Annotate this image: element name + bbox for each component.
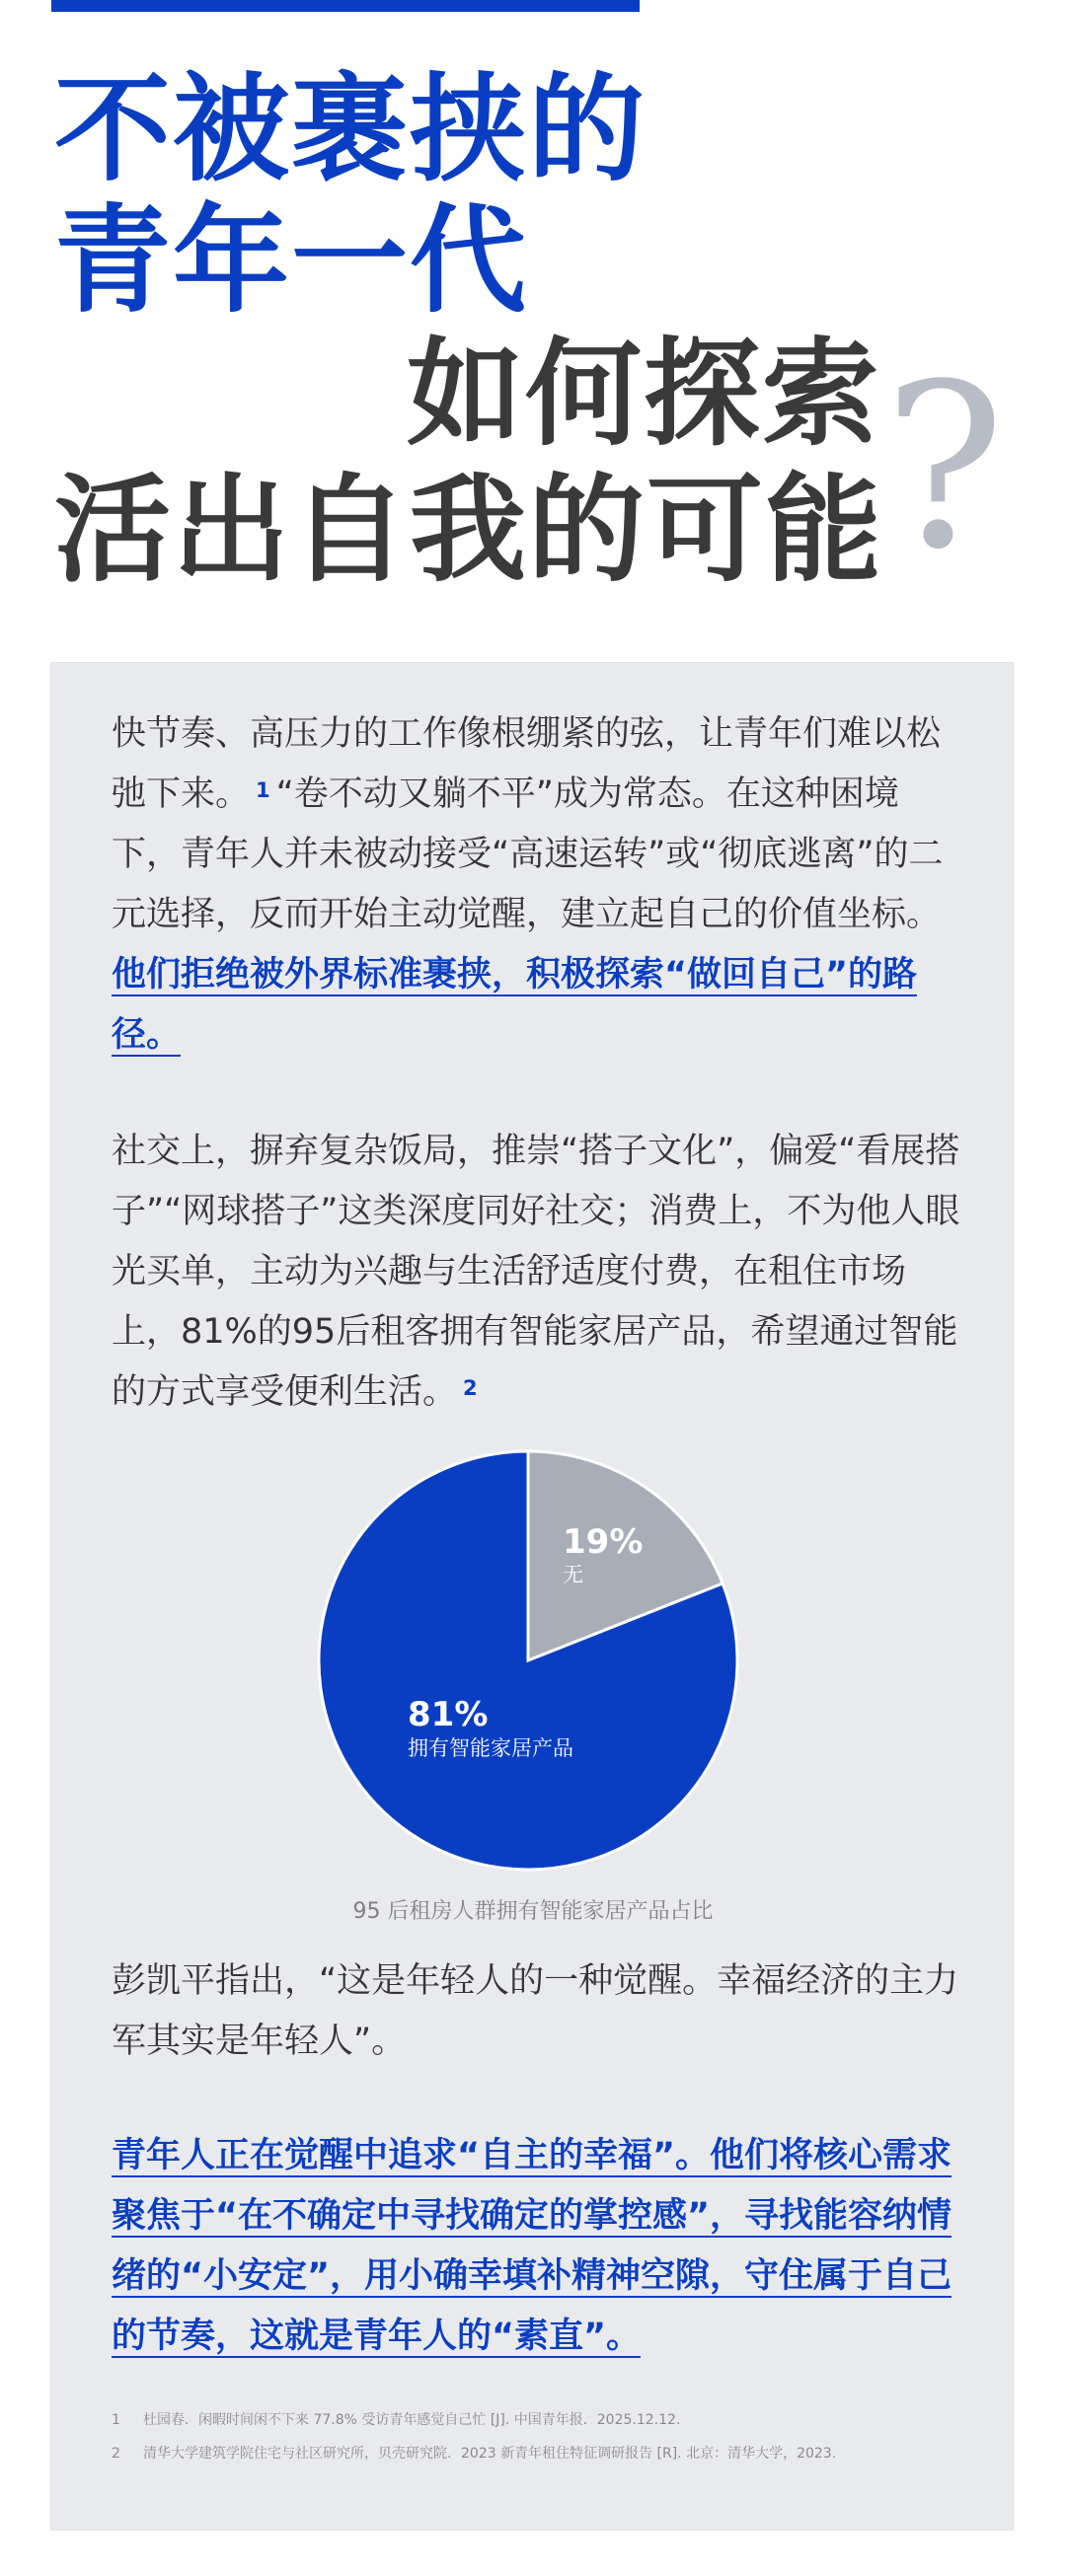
footnote-2-number: 2 — [112, 2446, 120, 2462]
footnote-ref-2[interactable]: 2 — [463, 1376, 478, 1400]
paragraph-social-consumption — [112, 1122, 960, 1423]
headline-line-2: 青年一代 — [54, 192, 529, 329]
pie-label-value-owns: 81% — [408, 1695, 489, 1734]
chart-caption: 95 后租房人群拥有智能家居产品占比 — [352, 1899, 714, 1924]
paragraph-intro-highlight: 他们拒绝被外界标准裹挟，积极探索“做回自己”的路径。 — [112, 955, 918, 1055]
paragraph-intro — [112, 704, 960, 1066]
pie-label-name-none: 无 — [563, 1563, 583, 1586]
pie-label-value-none: 19% — [563, 1522, 644, 1562]
top-accent-bar — [51, 0, 640, 12]
paragraph-social-text: 社交上，摒弃复杂饭局，推崇“搭子文化”，偏爱“看展搭子”“网球搭子”这类深度同好社交；消费上，不为他人眼光买单，主动为兴趣与生活舒适度付费，在租住市场上，81%的95后租客拥有智能家居产品，希望通过智能的方式享受便利生活。 — [112, 1132, 960, 1412]
paragraph-intro-text: 快节奏、高压力的工作像根绷紧的弦，让青年们难以松弛下来。 — [112, 714, 942, 814]
paragraph-conclusion-text: 青年人正在觉醒中追求“自主的幸福”。他们将核心需求聚焦于“在不确定中寻找确定的掌控感”，寻找能容纳情绪的“小安定”，用小确幸填补精神空隙，守住属于自己的节奏，这就是青年人的“素直”。 — [112, 2136, 952, 2356]
question-mark-decoration: ? — [883, 336, 1006, 600]
pie-label-name-owns: 拥有智能家居产品 — [408, 1736, 573, 1760]
pie-chart — [311, 1443, 745, 1877]
headline-line-4: 活出自我的可能 — [54, 462, 884, 598]
paragraph-intro-text-2: “卷不动又躺不平”成为常态。在这种困境下，青年人并未被动接受“高速运转”或“彻底逃离”的二元选择，反而开始主动觉醒，建立起自己的价值坐标。 — [112, 774, 944, 934]
headline-line-1: 不被裹挟的 — [54, 61, 647, 197]
paragraph-conclusion — [112, 2126, 960, 2367]
paragraph-quote: 彭凯平指出，“这是年轻人的一种觉醒。幸福经济的主力军其实是年轻人”。 — [112, 1961, 959, 2061]
footnote-1-text: 杜园春．闲暇时间闲不下来 77.8% 受访青年感觉自己忙 [J]. 中国青年报．2025.12.12. — [143, 2412, 681, 2428]
footnote-ref-1[interactable]: 1 — [256, 778, 270, 802]
headline-line-3: 如何探索 — [407, 326, 881, 462]
footnote-1 — [112, 2409, 680, 2429]
footnote-1-number: 1 — [112, 2412, 120, 2428]
footnote-2 — [112, 2443, 836, 2463]
footnote-2-text: 清华大学建筑学院住宅与社区研究所，贝壳研究院．2023 新青年租住特征调研报告 [R]. 北京：清华大学，2023. — [143, 2446, 837, 2462]
